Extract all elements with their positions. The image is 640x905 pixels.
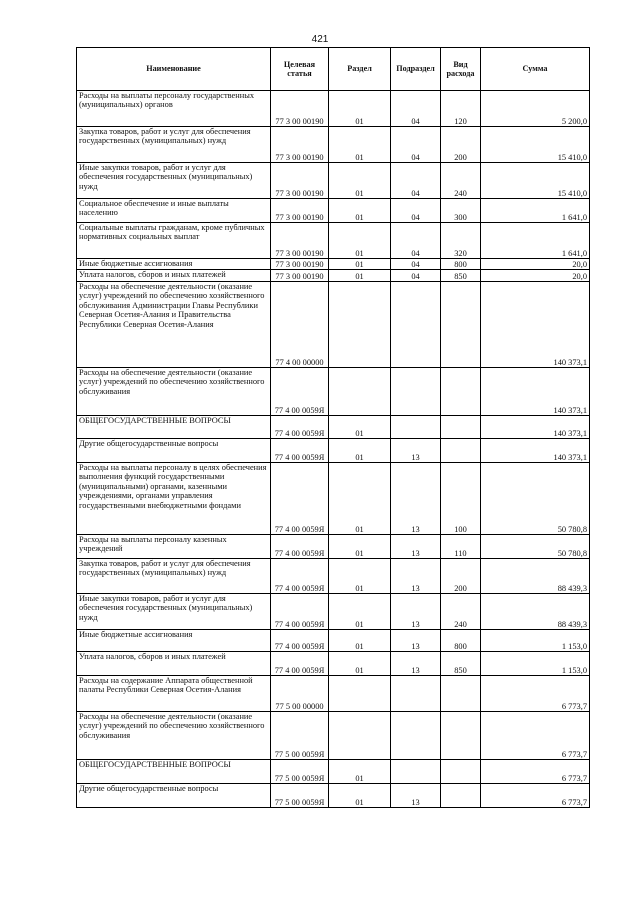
row-target-article-cell: 77 3 00 00190 [271, 91, 329, 127]
row-sum-cell: 6 773,7 [481, 784, 590, 808]
row-subsection-cell: 04 [391, 270, 441, 282]
row-subsection-cell [391, 676, 441, 712]
row-target-article-cell: 77 3 00 00190 [271, 259, 329, 270]
row-sum-cell: 6 773,7 [481, 712, 590, 760]
row-subsection-cell: 13 [391, 594, 441, 630]
row-subsection-cell: 13 [391, 784, 441, 808]
row-sum-cell: 50 780,8 [481, 535, 590, 559]
row-section-cell: 01 [329, 594, 391, 630]
row-expense-kind-cell: 200 [441, 127, 481, 163]
row-subsection-cell: 13 [391, 559, 441, 594]
table-row [77, 163, 590, 199]
row-expense-kind-cell: 320 [441, 223, 481, 259]
row-target-article-cell: 77 4 00 0059Я [271, 368, 329, 416]
row-sum-cell: 1 153,0 [481, 630, 590, 652]
row-section-cell: 01 [329, 416, 391, 439]
row-subsection-cell: 13 [391, 652, 441, 676]
row-section-cell: 01 [329, 652, 391, 676]
table-row [77, 712, 590, 760]
row-expense-kind-cell [441, 416, 481, 439]
row-name-cell: Иные закупки товаров, работ и услуг для обеспечения государственных (муниципальных) нужд [77, 594, 271, 630]
row-expense-kind-cell: 240 [441, 163, 481, 199]
row-section-cell: 01 [329, 223, 391, 259]
row-target-article-cell: 77 5 00 0059Я [271, 712, 329, 760]
page-number: 421 [311, 34, 329, 45]
row-sum-cell: 140 373,1 [481, 439, 590, 463]
row-name-cell: Социальные выплаты гражданам, кроме публичных нормативных социальных выплат [77, 223, 271, 259]
row-subsection-cell [391, 712, 441, 760]
row-name-cell: Другие общегосударственные вопросы [77, 784, 271, 808]
row-target-article-cell: 77 4 00 0059Я [271, 559, 329, 594]
header-target-article: Целевая статья [271, 48, 329, 91]
row-target-article-cell: 77 4 00 0059Я [271, 463, 329, 535]
row-sum-cell: 140 373,1 [481, 368, 590, 416]
row-expense-kind-cell: 800 [441, 259, 481, 270]
table-row [77, 199, 590, 223]
header-expense-kind: Вид расхода [441, 48, 481, 91]
row-sum-cell: 6 773,7 [481, 676, 590, 712]
table-row [77, 439, 590, 463]
row-section-cell: 01 [329, 259, 391, 270]
row-sum-cell: 140 373,1 [481, 282, 590, 368]
row-target-article-cell: 77 3 00 00190 [271, 163, 329, 199]
row-target-article-cell: 77 5 00 0059Я [271, 760, 329, 784]
row-expense-kind-cell: 850 [441, 652, 481, 676]
row-expense-kind-cell [441, 282, 481, 368]
row-subsection-cell: 04 [391, 127, 441, 163]
row-subsection-cell: 13 [391, 535, 441, 559]
table-row [77, 463, 590, 535]
row-sum-cell: 15 410,0 [481, 127, 590, 163]
row-expense-kind-cell: 300 [441, 199, 481, 223]
row-sum-cell: 88 439,3 [481, 594, 590, 630]
row-section-cell [329, 282, 391, 368]
row-section-cell: 01 [329, 127, 391, 163]
row-section-cell: 01 [329, 91, 391, 127]
row-section-cell: 01 [329, 439, 391, 463]
row-target-article-cell: 77 4 00 0059Я [271, 630, 329, 652]
row-name-cell: Расходы на обеспечение деятельности (оказание услуг) учреждений по обеспечению хозяйственного обслуживания [77, 712, 271, 760]
row-section-cell: 01 [329, 199, 391, 223]
row-subsection-cell [391, 282, 441, 368]
row-sum-cell: 50 780,8 [481, 463, 590, 535]
budget-table [76, 47, 590, 808]
row-name-cell: Иные бюджетные ассигнования [77, 259, 271, 270]
row-expense-kind-cell [441, 368, 481, 416]
row-sum-cell: 1 641,0 [481, 223, 590, 259]
row-section-cell: 01 [329, 630, 391, 652]
row-name-cell: Расходы на обеспечение деятельности (оказание услуг) учреждений по обеспечению хозяйственного обслуживания Администрации Главы Республики Северная Осетия-Алания и Правительства Республики Северная Осетия-Алания [77, 282, 271, 368]
row-name-cell: Расходы на выплаты персоналу казенных учреждений [77, 535, 271, 559]
row-name-cell: Расходы на выплаты персоналу государственных (муниципальных) органов [77, 91, 271, 127]
table-row [77, 630, 590, 652]
row-name-cell: Расходы на обеспечение деятельности (оказание услуг) учреждений по обеспечению хозяйственного обслуживания [77, 368, 271, 416]
header-subsection: Подраздел [391, 48, 441, 91]
table-row [77, 259, 590, 270]
row-section-cell: 01 [329, 535, 391, 559]
row-expense-kind-cell: 200 [441, 559, 481, 594]
row-subsection-cell [391, 760, 441, 784]
row-name-cell: Иные бюджетные ассигнования [77, 630, 271, 652]
row-target-article-cell: 77 4 00 0059Я [271, 416, 329, 439]
row-section-cell: 01 [329, 559, 391, 594]
row-section-cell [329, 712, 391, 760]
row-target-article-cell: 77 3 00 00190 [271, 199, 329, 223]
row-subsection-cell: 13 [391, 439, 441, 463]
row-sum-cell: 20,0 [481, 270, 590, 282]
table-row [77, 760, 590, 784]
row-name-cell: ОБЩЕГОСУДАРСТВЕННЫЕ ВОПРОСЫ [77, 760, 271, 784]
table-row [77, 652, 590, 676]
row-target-article-cell: 77 4 00 0059Я [271, 652, 329, 676]
row-subsection-cell: 04 [391, 163, 441, 199]
row-expense-kind-cell [441, 760, 481, 784]
row-expense-kind-cell [441, 784, 481, 808]
row-section-cell: 01 [329, 463, 391, 535]
table-body [77, 91, 590, 808]
row-name-cell: Уплата налогов, сборов и иных платежей [77, 652, 271, 676]
table-row [77, 127, 590, 163]
table-row [77, 223, 590, 259]
table-row [77, 676, 590, 712]
row-subsection-cell: 13 [391, 630, 441, 652]
header-sum: Сумма [481, 48, 590, 91]
row-name-cell: Социальное обеспечение и иные выплаты населению [77, 199, 271, 223]
row-sum-cell: 1 641,0 [481, 199, 590, 223]
row-sum-cell: 6 773,7 [481, 760, 590, 784]
header-section: Раздел [329, 48, 391, 91]
row-expense-kind-cell [441, 676, 481, 712]
table-row [77, 416, 590, 439]
row-target-article-cell: 77 3 00 00190 [271, 127, 329, 163]
row-expense-kind-cell [441, 712, 481, 760]
row-name-cell: Закупка товаров, работ и услуг для обеспечения государственных (муниципальных) нужд [77, 559, 271, 594]
row-section-cell [329, 368, 391, 416]
row-expense-kind-cell: 120 [441, 91, 481, 127]
row-name-cell: Расходы на содержание Аппарата общественной палаты Республики Северная Осетия-Алания [77, 676, 271, 712]
row-subsection-cell: 13 [391, 463, 441, 535]
row-subsection-cell: 04 [391, 199, 441, 223]
row-subsection-cell [391, 416, 441, 439]
row-subsection-cell [391, 368, 441, 416]
table-header-row [77, 48, 590, 91]
row-expense-kind-cell: 100 [441, 463, 481, 535]
row-target-article-cell: 77 5 00 00000 [271, 676, 329, 712]
row-sum-cell: 88 439,3 [481, 559, 590, 594]
header-name: Наименование [77, 48, 271, 91]
row-target-article-cell: 77 3 00 00190 [271, 223, 329, 259]
table-row [77, 559, 590, 594]
row-sum-cell: 1 153,0 [481, 652, 590, 676]
row-section-cell: 01 [329, 270, 391, 282]
table-row [77, 784, 590, 808]
table-row [77, 91, 590, 127]
table-row [77, 270, 590, 282]
row-name-cell: Уплата налогов, сборов и иных платежей [77, 270, 271, 282]
table-row [77, 594, 590, 630]
row-expense-kind-cell: 800 [441, 630, 481, 652]
row-section-cell: 01 [329, 760, 391, 784]
row-target-article-cell: 77 3 00 00190 [271, 270, 329, 282]
row-section-cell: 01 [329, 163, 391, 199]
row-target-article-cell: 77 5 00 0059Я [271, 784, 329, 808]
row-expense-kind-cell: 110 [441, 535, 481, 559]
row-name-cell: Закупка товаров, работ и услуг для обеспечения государственных (муниципальных) нужд [77, 127, 271, 163]
row-section-cell [329, 676, 391, 712]
row-subsection-cell: 04 [391, 91, 441, 127]
row-sum-cell: 20,0 [481, 259, 590, 270]
row-sum-cell: 5 200,0 [481, 91, 590, 127]
row-name-cell: Другие общегосударственные вопросы [77, 439, 271, 463]
row-expense-kind-cell [441, 439, 481, 463]
row-name-cell: Расходы на выплаты персоналу в целях обеспечения выполнения функций государственными (муниципальными) органами, казенными учреждениями, органами управления государственными внебюджетными фондами [77, 463, 271, 535]
row-section-cell: 01 [329, 784, 391, 808]
row-expense-kind-cell: 240 [441, 594, 481, 630]
table-row [77, 535, 590, 559]
row-name-cell: ОБЩЕГОСУДАРСТВЕННЫЕ ВОПРОСЫ [77, 416, 271, 439]
row-target-article-cell: 77 4 00 0059Я [271, 535, 329, 559]
table-row [77, 368, 590, 416]
row-expense-kind-cell: 850 [441, 270, 481, 282]
row-target-article-cell: 77 4 00 0059Я [271, 439, 329, 463]
row-name-cell: Иные закупки товаров, работ и услуг для обеспечения государственных (муниципальных) нужд [77, 163, 271, 199]
row-target-article-cell: 77 4 00 00000 [271, 282, 329, 368]
row-subsection-cell: 04 [391, 259, 441, 270]
row-subsection-cell: 04 [391, 223, 441, 259]
row-target-article-cell: 77 4 00 0059Я [271, 594, 329, 630]
table-row [77, 282, 590, 368]
row-sum-cell: 140 373,1 [481, 416, 590, 439]
row-sum-cell: 15 410,0 [481, 163, 590, 199]
